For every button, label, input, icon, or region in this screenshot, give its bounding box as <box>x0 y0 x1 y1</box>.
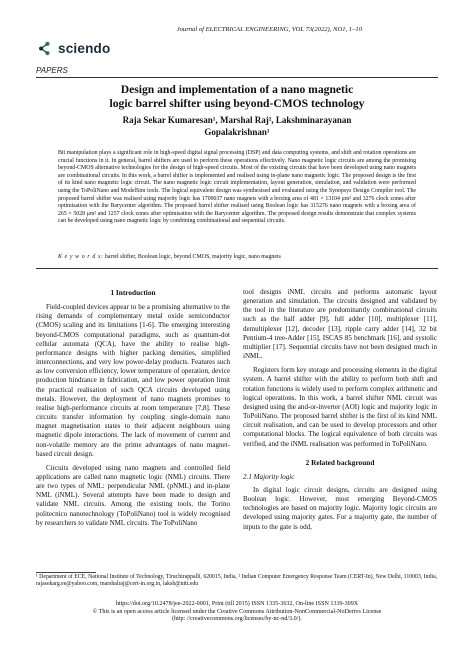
abstract-text: Bit manipulation plays a significant role in high-speed digital signal processing (DSP) and data computing systems, and shift and rotation operations are crucial functions in it. In general, barrel shifters are used to perform these operations effectively. Nano magnetic logic circuits are among the promising beyond-CMOS alternative technologies for the design of high-speed circuits. Most of the existing circuits that have been developed using nano magnets are combinational circuits. In this work, a barrel shifter is implemented and realised using in-plane nano magnetic logic. The proposed design is the first of its kind nano magnetic logic circuit. The nano magnetic logic circuit implementation, layout generation, simulation, and validation were performed using the ToPoliNano and ModelSim tools. The logical equivalent design was synthesised and evaluated using the Synopsys Design Compiler tool. The proposed barrel shifter was realised using majority logic has 1709037 nano magnets with a boxing area of 481 × 13104 μm² and 3276 clock zones after optimisation with the Barycenter algorithm. The proposed barrel shifter realised using Boolean logic has 315276 nano magnets with a boxing area of 265 × 5028 μm² and 1257 clock zones after optimisation with the Barycenter algorithm. The proposed design results demonstrate that complex systems can be developed using nano magnetic logic by combining combinational and sequential circuits. <box>58 150 416 225</box>
author-list <box>36 115 438 138</box>
intro-paragraph-3: tool designs iNML circuits and performs automatic layout generation and simulation. The circuits designed and validated by the tool in the literature are predominantly combinational circuits such as the half adder [9], full adder [10], multiplexer [11], demultiplexer [12], decoder [13], ripple carry adder [14], 32 bit Pentium-4 tree-Adder [15], ISCAS 85 benchmark [16], and systolic multiplier [17]. Sequential circuits have not been designed much in iNML. <box>243 288 437 361</box>
page-footer <box>36 601 438 624</box>
title-line-1: Design and implementation of a nano magnetic <box>120 83 354 96</box>
paper-title <box>36 83 438 111</box>
footnote-divider <box>36 572 96 573</box>
brand-name: sciendo <box>58 41 111 56</box>
license-url: (http: //creativecommons.org/licenses/by-nc-nd/3.0/). <box>172 616 302 623</box>
left-column <box>36 288 230 528</box>
right-column <box>243 288 437 532</box>
title-line-2: logic barrel shifter using beyond-CMOS technology <box>109 97 365 110</box>
authors-line: Raja Sekar Kumaresan¹, Marshal Raj², Lakshminarayanan Gopalakrishnan¹ <box>122 115 352 137</box>
section-label: PAPERS <box>36 66 68 75</box>
sciendo-logo-icon <box>36 40 53 57</box>
journal-header: Journal of ELECTRICAL ENGINEERING, VOL 73(2022), NO1, 1–10 <box>176 26 362 33</box>
keywords-text: barrel shifter, Boolean logic, beyond CMOS, majority logic, nano magnets <box>104 254 281 260</box>
majority-logic-subheading: 2.1 Majority logic <box>243 472 295 481</box>
introduction-heading: 1 Introduction <box>110 288 156 297</box>
intro-paragraph-4: Registers form key storage and processing elements in the digital system. A barrel shifter with the ability to perform both shift and rotation functions is widely used to perform complex arithmetic and logical operations. In this work, a barrel shifter NML circuit was designed using the and-or-inverter (AOI) logic and majority logic in ToPoliNano. The proposed barrel shifter is the first of its kind NML circuit realisation, and can be used to develop processors and other computational blocks. The logical equivalence of both circuits was verified, and the iNML realisation was performed in ToPoliNano. <box>243 366 437 448</box>
intro-paragraph-2: Circuits developed using nano magnets and controlled field applications are called nano magnetic logic (NML) circuits. There are two types of NML: perpendicular NML (pNML) and in-plane NML (iNML). Several attempts have been made to design and validate NML circuits. Among the existing tools, the Torino politecnico nanotechnology (ToPoliNano) tool is widely recognised by researchers to validate NML circuits. The ToPoliNano <box>36 463 230 527</box>
abstract-divider <box>36 268 438 269</box>
abstract <box>58 150 416 226</box>
doi-line: https://doi.org/10.2478/jee-2022-0001, Print (till 2015) ISSN 1335-3632, On-line ISSN 1339-309X <box>115 601 359 607</box>
intro-paragraph-1: Field-coupled devices appear to be a promising alternative to the rising demands of complementary metal oxide semiconductor (CMOS) scaling and its limitations [1-6]. The emerging interesting beyond-CMOS computational paradigms, such as quantum-dot cellular automata (QCA), have the ability to realise high-performance designs with higher packing densities, simplified interconnections, and very low power-delay products. Features such as low conversion efficiency, lower temperature of operation, device production hindrance in fabrication, and low power operation limit the practical realisation of such QCA circuits developed using metals. However, the deployment of nano magnets promises to realise high-performance circuits at room temperature [7,8]. These circuits transfer information by coupling single-domain nano magnet magnetisation states to their adjacent neighbours using magnetic dipole interactions. The lack of movement of current and non-volatile memory are the prime advantages of nano magnet-based circuit design. <box>36 303 230 458</box>
header-divider <box>36 77 438 78</box>
publisher-logo <box>36 40 110 57</box>
keywords-label: K e y w o r d s: <box>58 254 104 260</box>
affiliation-footnote: ¹ Department of ECE, National Institute of Technology, Tiruchirappalli, 620015, India, ² Indian Computer Emergency Response Team (CERT-In), New Delhi, 110003, India, rajasekarg.ee@yahoo.com, marshalraj@cert-in.org.in, laksh@nitt.edu <box>36 574 438 588</box>
related-background-heading: 2 Related background <box>305 457 375 467</box>
license-line: © This is an open access article licensed under the Creative Commons Attribution-NonCommercial-NoDerivs License <box>92 608 382 615</box>
keywords <box>58 254 416 262</box>
related-paragraph-1: In digital logic circuit designs, circuits are designed using Boolean logic. However, most emerging Beyond-CMOS technologies are based on majority logic. Majority logic circuits are developed using majority gates. For a majority gate, the number of inputs to the gate is odd, <box>243 485 437 531</box>
